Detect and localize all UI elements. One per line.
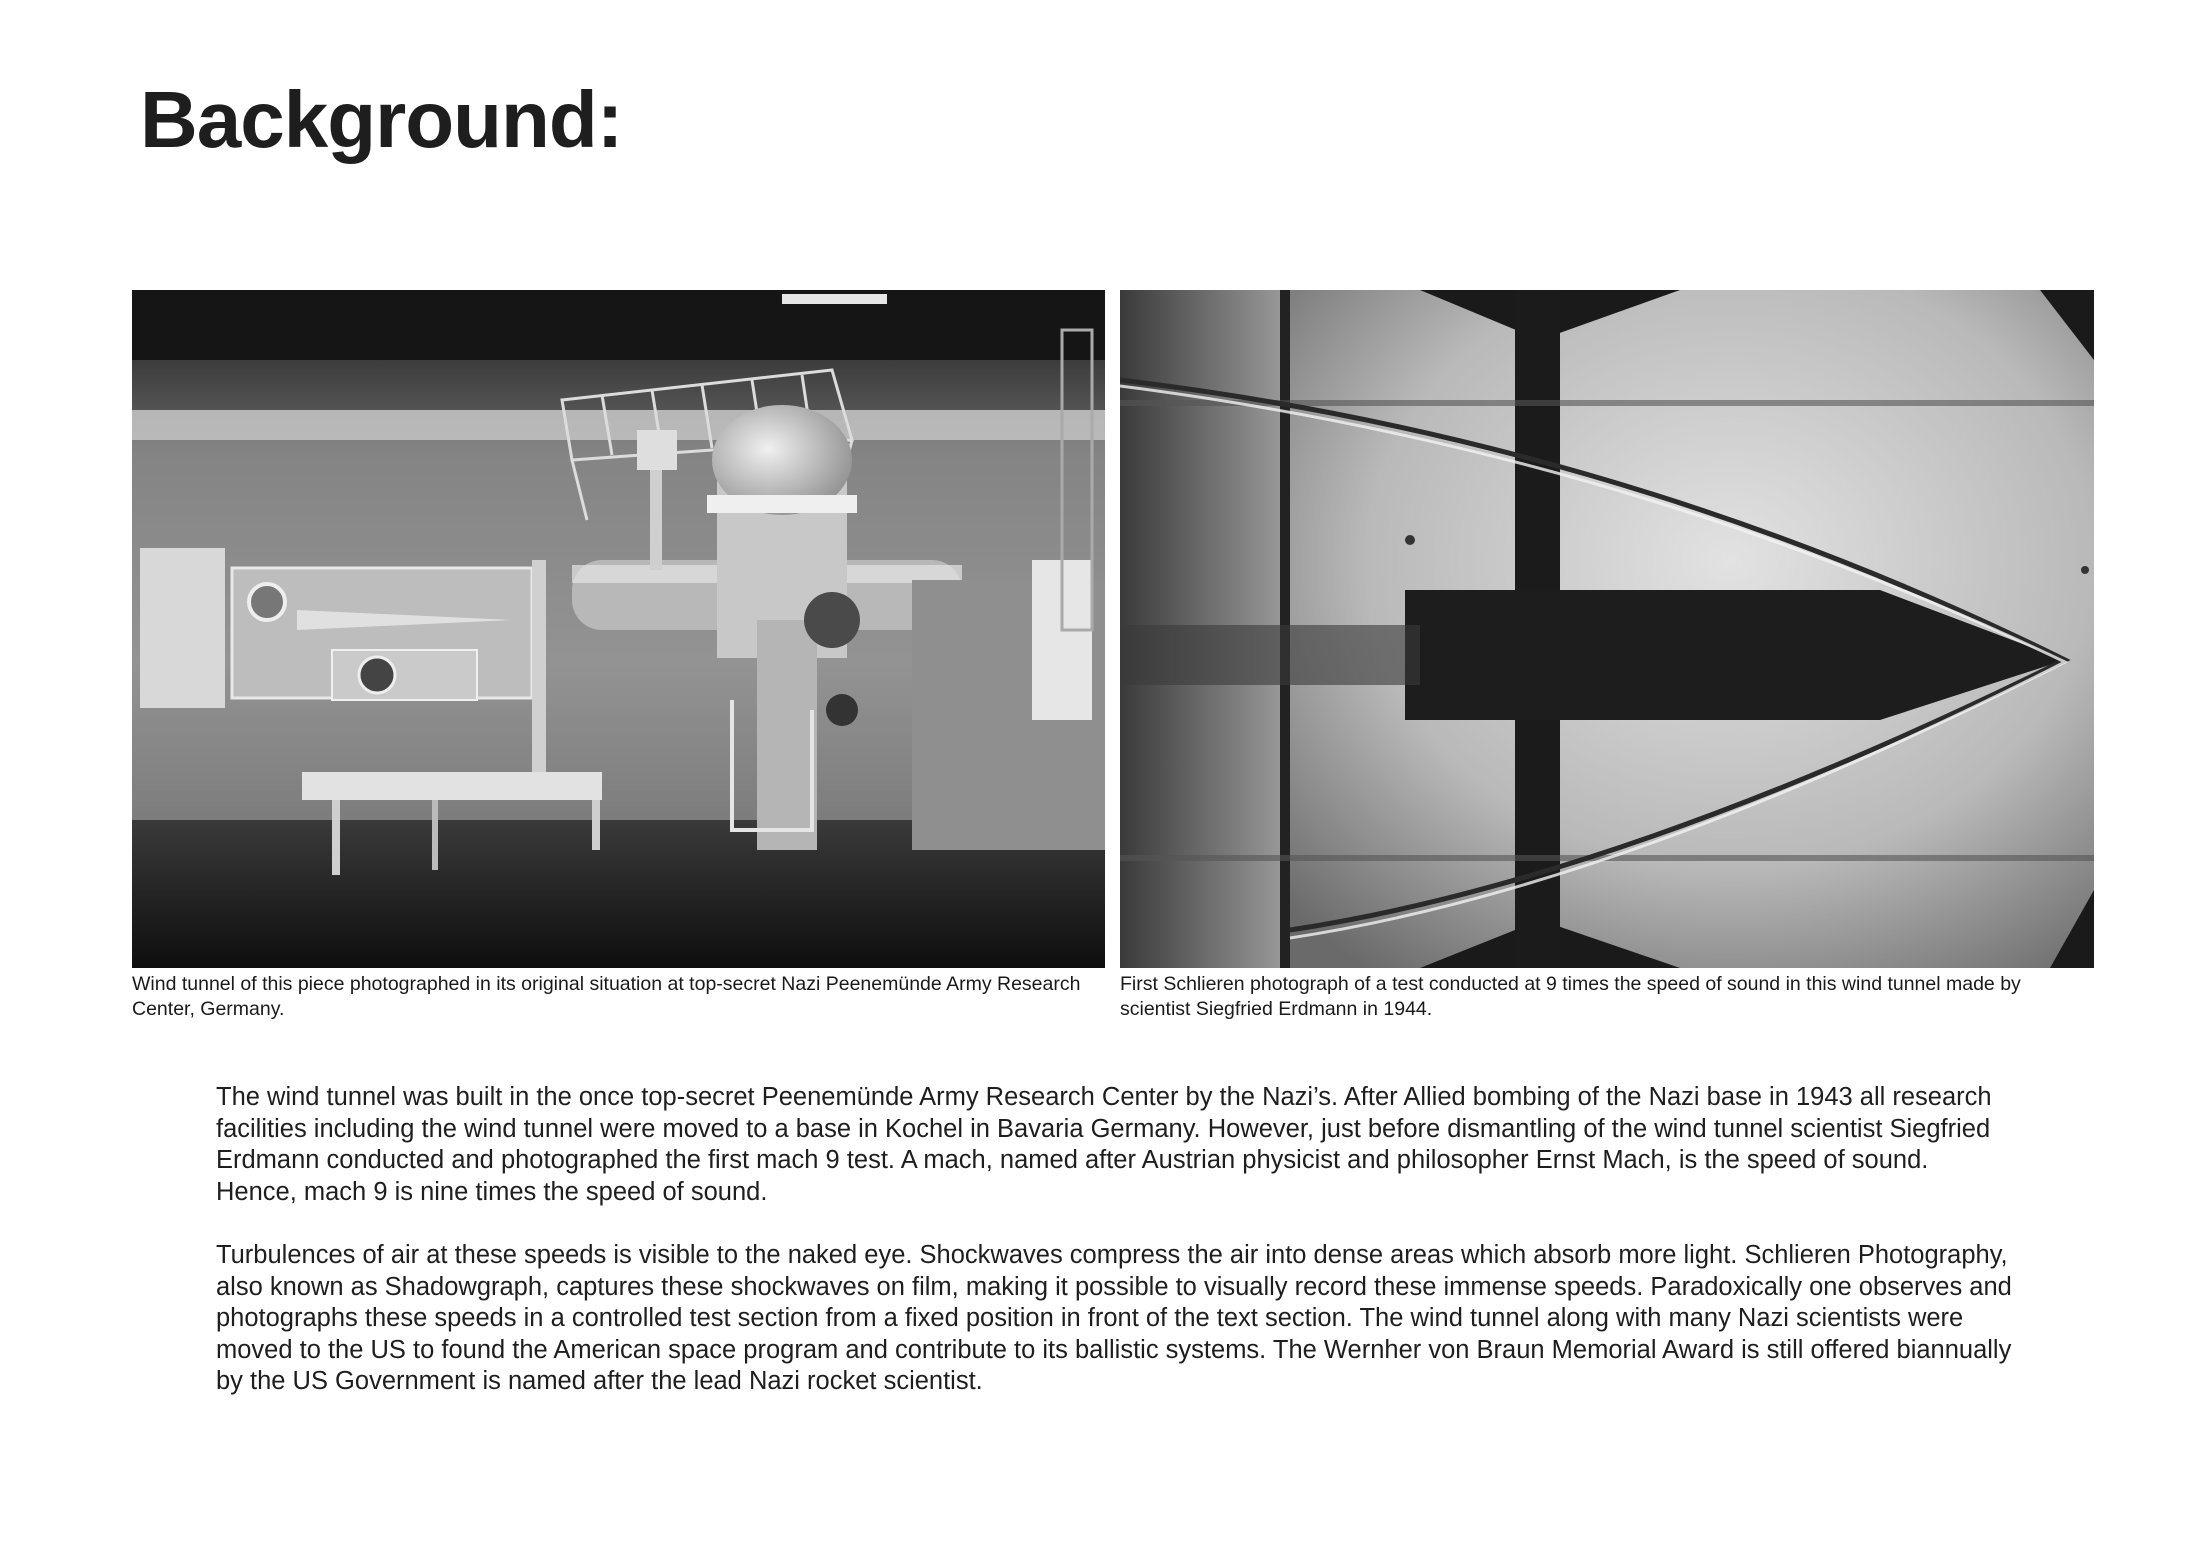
figure-caption: First Schlieren photograph of a test conducted at 9 times the speed of sound in this wind tunnel made by scientist Siegfried Erdmann in 1944. bbox=[1120, 973, 2021, 1020]
schlieren-shockwave-photo bbox=[1120, 290, 2094, 968]
page-title: Background: bbox=[140, 75, 623, 164]
figure-wind-tunnel bbox=[132, 290, 1105, 1022]
figure-caption: Wind tunnel of this piece photographed in its original situation at top-secret Nazi Peenemünde Army Research Center, Germany. bbox=[132, 973, 1081, 1020]
body-text bbox=[216, 1082, 2016, 1430]
figure-schlieren bbox=[1120, 290, 2094, 1022]
wind-tunnel-lab-photo bbox=[132, 290, 1105, 968]
body-paragraph: Turbulences of air at these speeds is visible to the naked eye. Shockwaves compress the air into dense areas which absorb more light. Schlieren Photography, also known as Shadowgraph, captures these shockwaves on film, making it possible to visually record these immense speeds. Paradoxically one observes and photographs these speeds in a controlled test section from a fixed position in front of the text section. The wind tunnel along with many Nazi scientists were moved to the US to found the American space program and contribute to its ballistic systems. The Wernher von Braun Memorial Award is still offered biannually by the US Government is named after the lead Nazi rocket scientist. bbox=[216, 1241, 2012, 1395]
body-paragraph: The wind tunnel was built in the once top-secret Peenemünde Army Research Center by the Nazi’s. After Allied bombing of the Nazi base in 1943 all research facilities including the wind tunnel were moved to a base in Kochel in Bavaria Germany. However, just before dismantling of the wind tunnel scientist Siegfried Erdmann conducted and photographed the first mach 9 test. A mach, named after Austrian physicist and philosopher Ernst Mach, is the speed of sound. Hence, mach 9 is nine times the speed of sound. bbox=[216, 1083, 1992, 1206]
